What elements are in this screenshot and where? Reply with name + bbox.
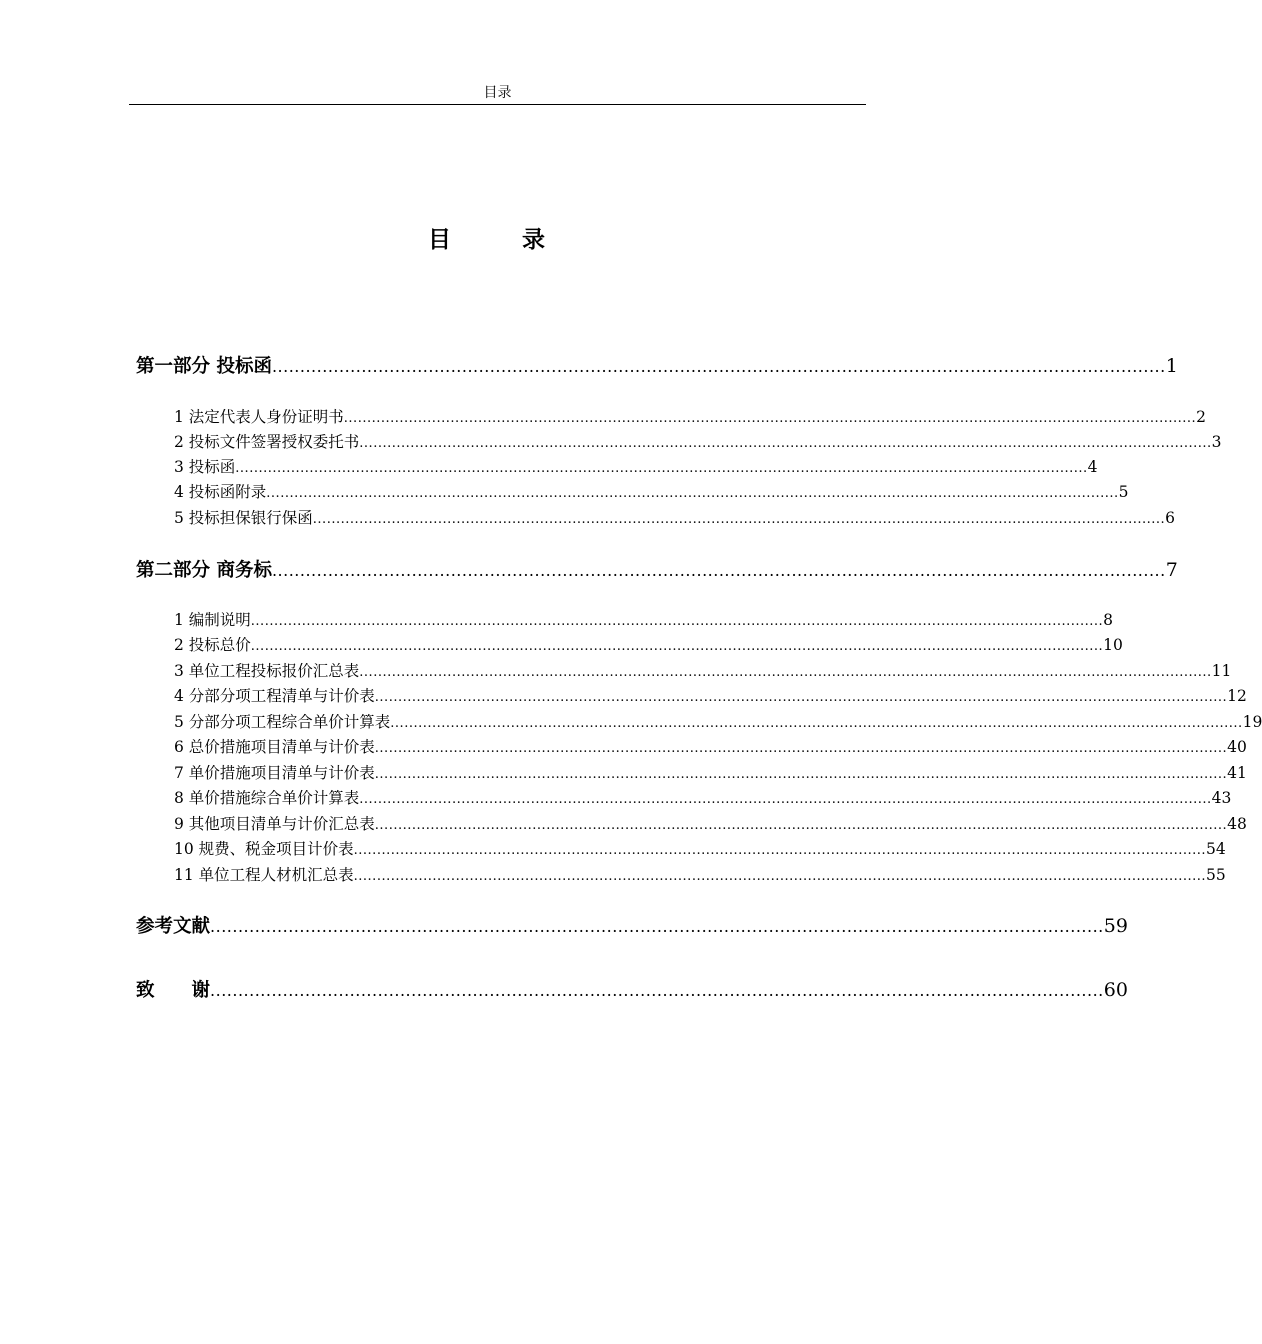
- toc-item[interactable]: [174, 431, 1222, 455]
- toc-leader-dots: ........................................................................................................................................................................................: [353, 869, 1207, 884]
- toc-leader-dots: ........................................................................................................................................................................................: [359, 436, 1212, 451]
- toc-item-page: 12: [1227, 687, 1247, 705]
- toc-leader-dots: ........................................................................................................................................................................................: [359, 665, 1212, 680]
- toc-item[interactable]: [174, 609, 1114, 633]
- toc-item-page: 4: [1087, 458, 1098, 476]
- toc-item-label: 6 总价措施项目清单与计价表: [174, 738, 375, 756]
- toc-item-page: 43: [1211, 789, 1232, 807]
- toc-item-page: 19: [1242, 713, 1262, 731]
- toc-item-label: 7 单价措施项目清单与计价表: [174, 764, 375, 782]
- toc-thanks[interactable]: [136, 977, 1128, 1004]
- toc-item[interactable]: [174, 736, 1247, 760]
- toc-item-label: 9 其他项目清单与计价汇总表: [174, 815, 375, 833]
- toc-references-page: 59: [1103, 915, 1128, 937]
- toc-item[interactable]: [174, 634, 1123, 658]
- toc-part1-label: 第一部分 投标函: [136, 356, 272, 377]
- toc-item[interactable]: [174, 787, 1232, 811]
- toc-leader-dots: ................................................................................................................................................................: [210, 981, 1104, 1000]
- toc-leader-dots: ........................................................................................................................................................................................: [374, 690, 1228, 705]
- toc-item-label: 3 单位工程投标报价汇总表: [174, 662, 360, 680]
- toc-leader-dots: ........................................................................................................................................................................................: [250, 614, 1104, 629]
- toc-item[interactable]: [174, 813, 1247, 837]
- toc-item[interactable]: [174, 481, 1129, 505]
- toc-item-label: 4 分部分项工程清单与计价表: [174, 687, 375, 705]
- toc-item-page: 40: [1227, 738, 1247, 756]
- toc-item-label: 5 投标担保银行保函: [174, 509, 313, 527]
- toc-item[interactable]: [174, 711, 1262, 735]
- document-title: 目 录: [428, 227, 569, 253]
- toc-part1[interactable]: [136, 353, 1178, 380]
- toc-leader-dots: ........................................................................................................................................................................................: [374, 741, 1228, 756]
- toc-item[interactable]: [174, 507, 1176, 531]
- toc-item-label: 8 单价措施综合单价计算表: [174, 789, 360, 807]
- toc-item[interactable]: [174, 762, 1247, 786]
- toc-item-label: 5 分部分项工程综合单价计算表: [174, 713, 391, 731]
- toc-item-page: 48: [1227, 815, 1247, 833]
- toc-leader-dots: ........................................................................................................................................................................................: [250, 639, 1104, 654]
- toc-references[interactable]: [136, 913, 1128, 940]
- toc-item-page: 8: [1103, 611, 1114, 629]
- toc-item-page: 10: [1103, 636, 1123, 654]
- toc-item-label: 3 投标函: [174, 458, 236, 476]
- toc-leader-dots: ........................................................................................................................................................................................: [374, 767, 1228, 782]
- toc-item[interactable]: [174, 456, 1098, 480]
- toc-item-label: 4 投标函附录: [174, 483, 267, 501]
- toc-thanks-page: 60: [1103, 979, 1128, 1001]
- toc-leader-dots: ........................................................................................................................................................................................: [374, 818, 1228, 833]
- toc-thanks-label: 致 谢: [136, 980, 211, 1001]
- toc-item[interactable]: [174, 406, 1207, 430]
- toc-leader-dots: ................................................................................................................................................................: [271, 357, 1166, 376]
- toc-references-label: 参考文献: [136, 916, 211, 937]
- toc-item-page: 3: [1211, 433, 1222, 451]
- toc-item[interactable]: [174, 685, 1247, 709]
- toc-leader-dots: ........................................................................................................................................................................................: [390, 716, 1243, 731]
- toc-item-page: 2: [1196, 408, 1207, 426]
- toc-leader-dots: ........................................................................................................................................................................................: [235, 461, 1088, 476]
- toc-item-label: 11 单位工程人材机汇总表: [174, 866, 354, 884]
- header-text: 目录: [483, 85, 512, 101]
- toc-leader-dots: ........................................................................................................................................................................................: [312, 512, 1166, 527]
- toc-item-page: 55: [1206, 866, 1226, 884]
- toc-leader-dots: ................................................................................................................................................................: [271, 561, 1166, 580]
- toc-item-page: 5: [1118, 483, 1129, 501]
- toc-part2-page: 7: [1165, 559, 1178, 581]
- toc-item-label: 1 法定代表人身份证明书: [174, 408, 344, 426]
- toc-part2[interactable]: [136, 557, 1178, 584]
- toc-item-page: 41: [1227, 764, 1247, 782]
- toc-leader-dots: ........................................................................................................................................................................................: [266, 486, 1119, 501]
- toc-item-label: 1 编制说明: [174, 611, 251, 629]
- toc-part2-label: 第二部分 商务标: [136, 560, 272, 581]
- toc-item[interactable]: [174, 660, 1232, 684]
- page-header: [129, 84, 866, 105]
- toc-part1-page: 1: [1165, 355, 1178, 377]
- toc-item[interactable]: [174, 864, 1226, 888]
- toc-item-label: 2 投标总价: [174, 636, 251, 654]
- toc-item-page: 6: [1165, 509, 1176, 527]
- toc-leader-dots: ........................................................................................................................................................................................: [343, 411, 1197, 426]
- toc-leader-dots: ........................................................................................................................................................................................: [359, 792, 1212, 807]
- toc-leader-dots: ........................................................................................................................................................................................: [353, 843, 1207, 858]
- toc-item-label: 2 投标文件签署授权委托书: [174, 433, 360, 451]
- toc-item-page: 11: [1211, 662, 1232, 680]
- toc-item[interactable]: [174, 838, 1226, 862]
- toc-item-label: 10 规费、税金项目计价表: [174, 840, 354, 858]
- toc-leader-dots: ................................................................................................................................................................: [210, 917, 1104, 936]
- toc-item-page: 54: [1206, 840, 1226, 858]
